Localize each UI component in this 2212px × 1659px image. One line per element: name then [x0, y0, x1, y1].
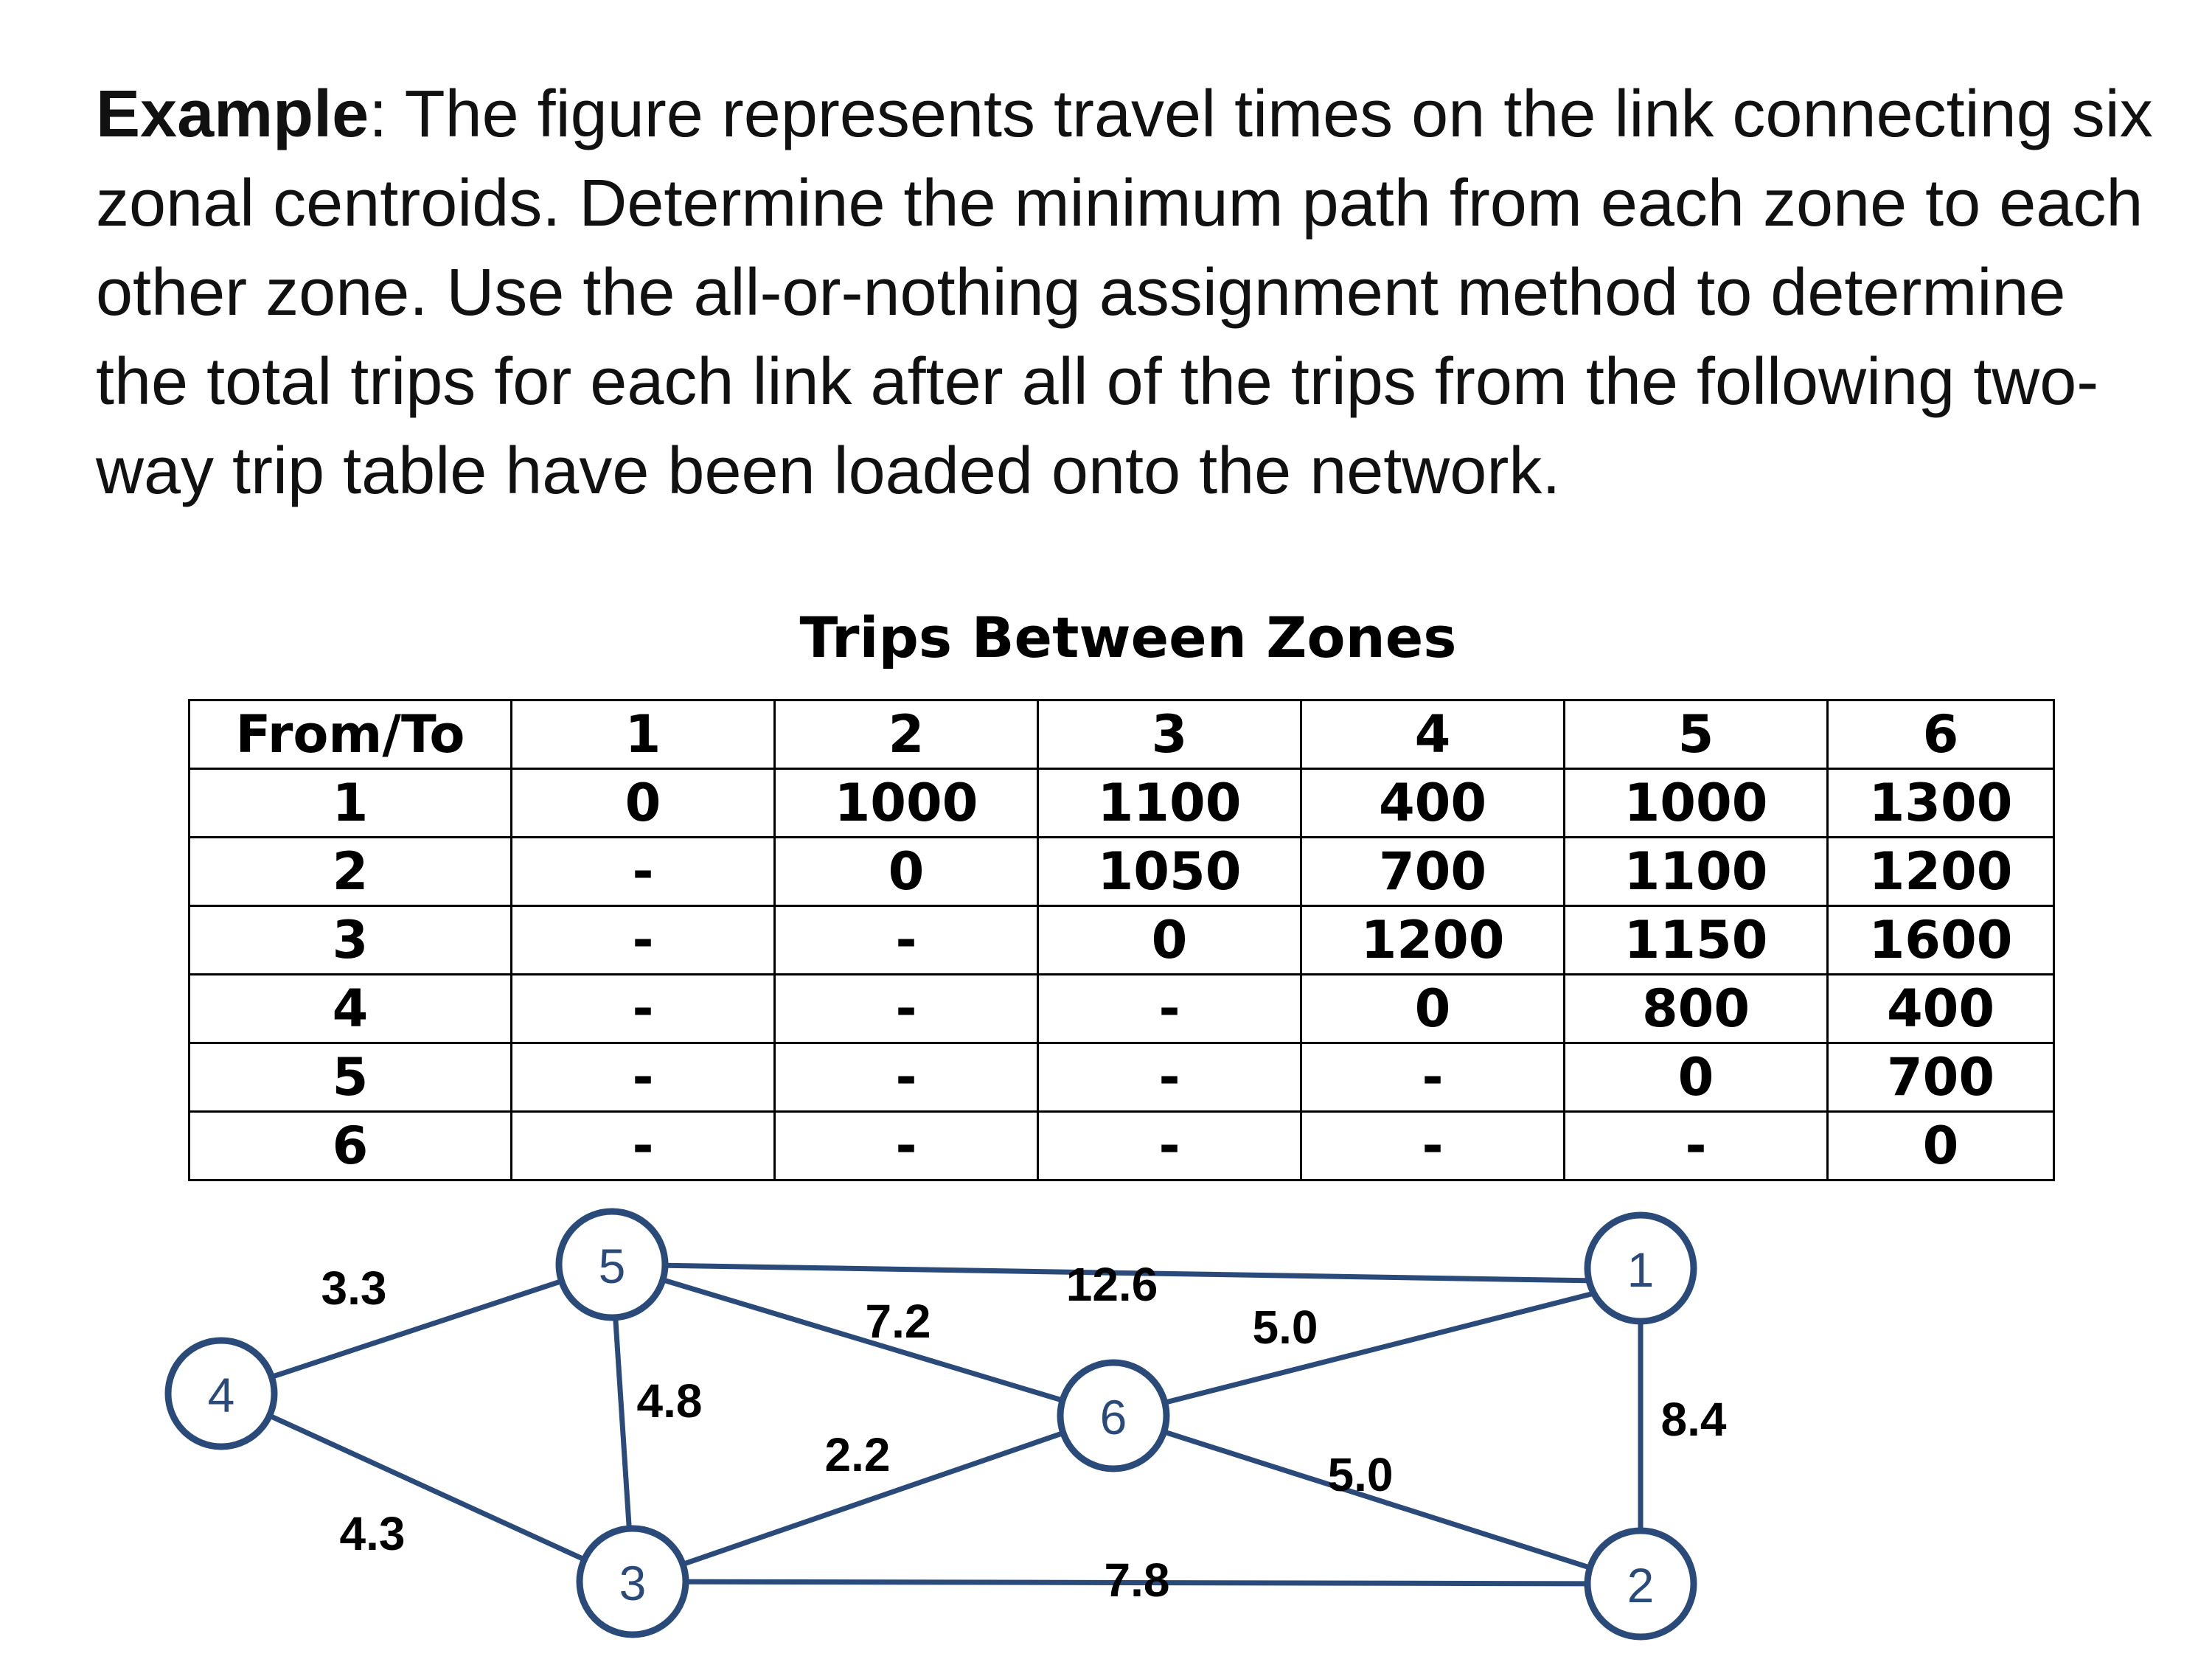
table-cell: 400: [1301, 769, 1565, 838]
table-title: [0, 605, 2212, 670]
row-label: 4: [189, 975, 512, 1043]
weight-4-3: 4.3: [339, 1507, 406, 1560]
table-cell: 400: [1828, 975, 2054, 1043]
table-cell: -: [1301, 1043, 1565, 1112]
network-diagram: [0, 1180, 2212, 1659]
node-3-label: 3: [619, 1556, 647, 1610]
table-cell: 1300: [1828, 769, 2054, 838]
table-cell: 1150: [1565, 906, 1828, 975]
table-cell: 0: [1038, 906, 1301, 975]
edge-4-5: [221, 1265, 612, 1394]
node-2-label: 2: [1627, 1558, 1655, 1613]
table-cell: -: [775, 1112, 1038, 1180]
table-cell: -: [1038, 975, 1301, 1043]
header-cell: 2: [775, 700, 1038, 769]
row-label: 6: [189, 1112, 512, 1180]
table-cell: 1000: [1565, 769, 1828, 838]
edge-weights: [321, 1258, 1727, 1607]
node-4-label: 4: [207, 1368, 235, 1422]
node-6-label: 6: [1099, 1390, 1127, 1444]
table-cell: 0: [512, 769, 775, 838]
weight-6-1: 5.0: [1252, 1301, 1318, 1354]
table-cell: 1600: [1828, 906, 2054, 975]
header-cell: 3: [1038, 700, 1301, 769]
weight-6-2: 5.0: [1327, 1448, 1394, 1501]
problem-text: : The figure represents travel times on the link connecting six zonal centroids. Determine the minimum path from each zone to each other zone. Use the all-or-nothing assignment method to determine the total trips for each link after all of the trips from the following two-way trip table have been loaded onto the network.: [96, 77, 2153, 508]
problem-statement: [96, 70, 2160, 516]
node-1-label: 1: [1627, 1242, 1655, 1297]
table-row: [189, 1112, 2054, 1180]
weight-5-1: 12.6: [1065, 1258, 1158, 1311]
table-row: [189, 1043, 2054, 1112]
node-5: [559, 1211, 665, 1318]
weight-3-6: 2.2: [824, 1428, 891, 1481]
row-label: 5: [189, 1043, 512, 1112]
table-cell: -: [775, 906, 1038, 975]
row-label: 1: [189, 769, 512, 838]
example-label: Example: [96, 77, 369, 151]
node-2: [1587, 1531, 1694, 1637]
table-title-text: Trips Between Zones: [799, 605, 1457, 670]
table-row: [189, 769, 2054, 838]
table-row: [189, 906, 2054, 975]
table-cell: -: [1565, 1112, 1828, 1180]
node-4: [168, 1340, 274, 1447]
row-label: 3: [189, 906, 512, 975]
table-cell: 1100: [1565, 838, 1828, 906]
table-cell: -: [775, 975, 1038, 1043]
table-cell: -: [1038, 1112, 1301, 1180]
node-3: [580, 1528, 686, 1635]
table-cell: -: [512, 838, 775, 906]
table-row: [189, 838, 2054, 906]
table-cell: -: [512, 1112, 775, 1180]
table-cell: 0: [1301, 975, 1565, 1043]
table-cell: 700: [1301, 838, 1565, 906]
table-header-row: [189, 700, 2054, 769]
network-nodes: [168, 1211, 1694, 1637]
table-cell: -: [775, 1043, 1038, 1112]
header-cell: 5: [1565, 700, 1828, 769]
header-cell: 6: [1828, 700, 2054, 769]
table-cell: 1200: [1301, 906, 1565, 975]
header-cell: 4: [1301, 700, 1565, 769]
table-cell: 1000: [775, 769, 1038, 838]
node-5-label: 5: [598, 1239, 626, 1293]
row-label: 2: [189, 838, 512, 906]
table-cell: 700: [1828, 1043, 2054, 1112]
weight-4-5: 3.3: [321, 1262, 387, 1315]
table-cell: 0: [775, 838, 1038, 906]
header-from-to: From/To: [189, 700, 512, 769]
edge-4-3: [221, 1394, 633, 1582]
table-cell: 800: [1565, 975, 1828, 1043]
table-cell: 0: [1828, 1112, 2054, 1180]
weight-5-3: 4.8: [636, 1374, 703, 1427]
edge-6-1: [1113, 1281, 1641, 1416]
trip-table: [188, 699, 2055, 1181]
table-cell: 1100: [1038, 769, 1301, 838]
weight-3-2: 7.8: [1104, 1554, 1170, 1607]
table-cell: 1200: [1828, 838, 2054, 906]
weight-1-2: 8.4: [1660, 1393, 1727, 1446]
node-1: [1587, 1215, 1694, 1321]
table-cell: 1050: [1038, 838, 1301, 906]
table-cell: 0: [1565, 1043, 1828, 1112]
header-cell: 1: [512, 700, 775, 769]
node-6: [1060, 1363, 1166, 1469]
table-row: [189, 975, 2054, 1043]
table-cell: -: [1301, 1112, 1565, 1180]
network-edges: [221, 1265, 1641, 1584]
table-cell: -: [512, 1043, 775, 1112]
table-cell: -: [512, 906, 775, 975]
weight-5-6: 7.2: [865, 1295, 931, 1348]
table-cell: -: [512, 975, 775, 1043]
table-cell: -: [1038, 1043, 1301, 1112]
